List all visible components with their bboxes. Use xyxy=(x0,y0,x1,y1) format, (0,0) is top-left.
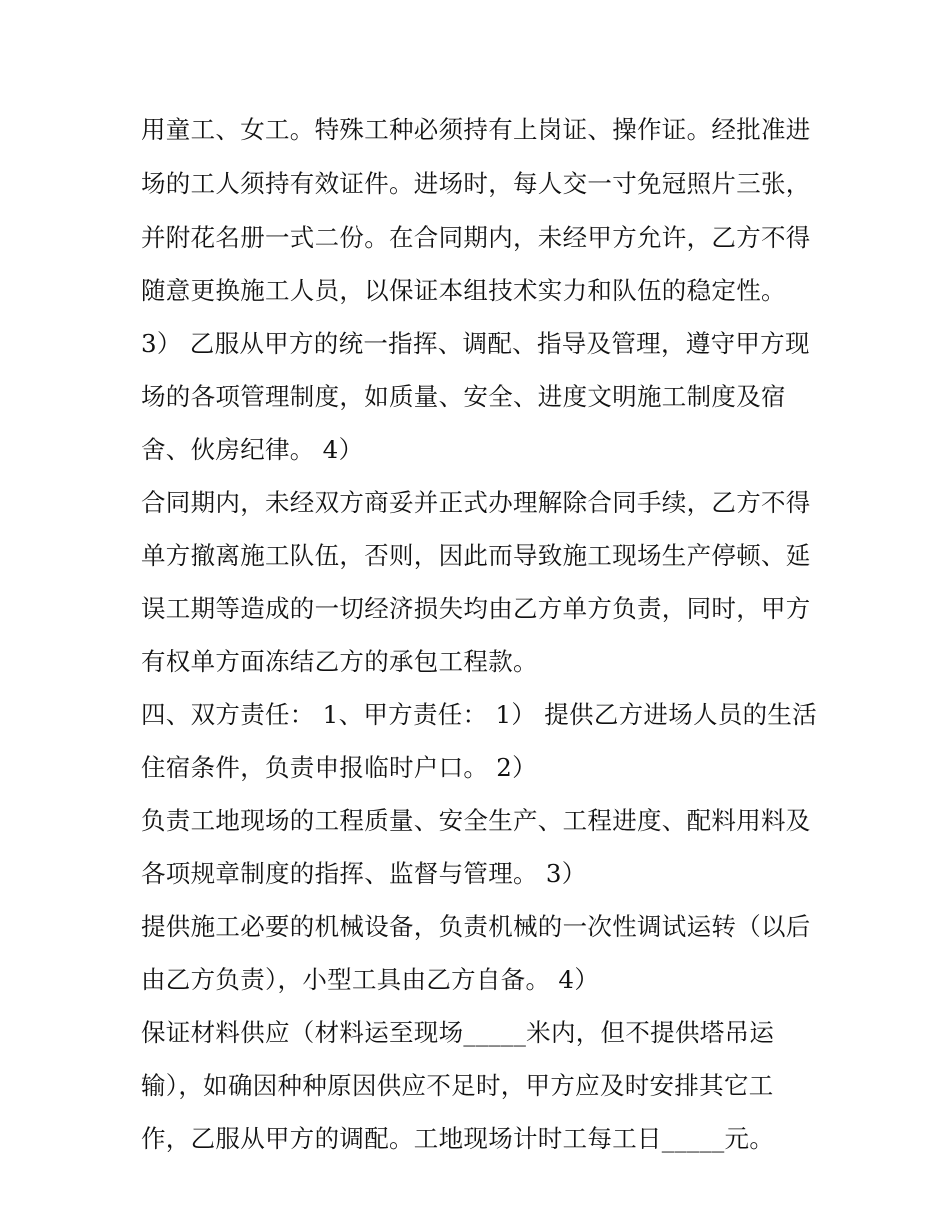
text-line: 误工期等造成的一切经济损失均由乙方单方负责，同时，甲方 xyxy=(141,594,811,623)
text-line: 3） 乙服从甲方的统一指挥、调配、指导及管理，遵守甲方现 xyxy=(141,329,810,358)
text-line: 各项规章制度的指挥、监督与管理。 3） xyxy=(141,859,587,888)
text-line: 有权单方面冻结乙方的承包工程款。 xyxy=(141,647,538,676)
text-line: 作，乙服从甲方的调配。工地现场计时工每工日_____元。 xyxy=(141,1124,775,1153)
text-line: 场的工人须持有效证件。进场时，每人交一寸免冠照片三张， xyxy=(141,169,811,198)
text-line: 住宿条件，负责申报临时户口。 2） xyxy=(141,753,537,782)
text-line: 单方撤离施工队伍，否则，因此而导致施工现场生产停顿、延 xyxy=(141,541,811,570)
text-line: 负责工地现场的工程质量、安全生产、工程进度、配料用料及 xyxy=(141,806,811,835)
text-line: 合同期内，未经双方商妥并正式办理解除合同手续，乙方不得 xyxy=(141,488,811,517)
text-line: 由乙方负责），小型工具由乙方自备。 4） xyxy=(141,965,600,994)
text-line: 并附花名册一式二份。在合同期内，未经甲方允许，乙方不得 xyxy=(141,223,811,252)
text-line: 随意更换施工人员，以保证本组技术实力和队伍的稳定性。 xyxy=(141,276,786,305)
text-line: 舍、伙房纪律。 4） xyxy=(141,435,364,464)
text-line: 四、双方责任： 1、甲方责任： 1） 提供乙方进场人员的生活 xyxy=(141,700,818,729)
text-line: 提供施工必要的机械设备，负责机械的一次性调试运转（以后 xyxy=(141,912,811,941)
text-line: 场的各项管理制度，如质量、安全、进度文明施工制度及宿 xyxy=(141,382,786,411)
text-line: 保证材料供应（材料运至现场_____米内，但不提供塔吊运 xyxy=(141,1018,775,1047)
text-line: 用童工、女工。特殊工种必须持有上岗证、操作证。经批准进 xyxy=(141,115,811,144)
text-line: 输），如确因种种原因供应不足时，甲方应及时安排其它工 xyxy=(141,1071,774,1100)
